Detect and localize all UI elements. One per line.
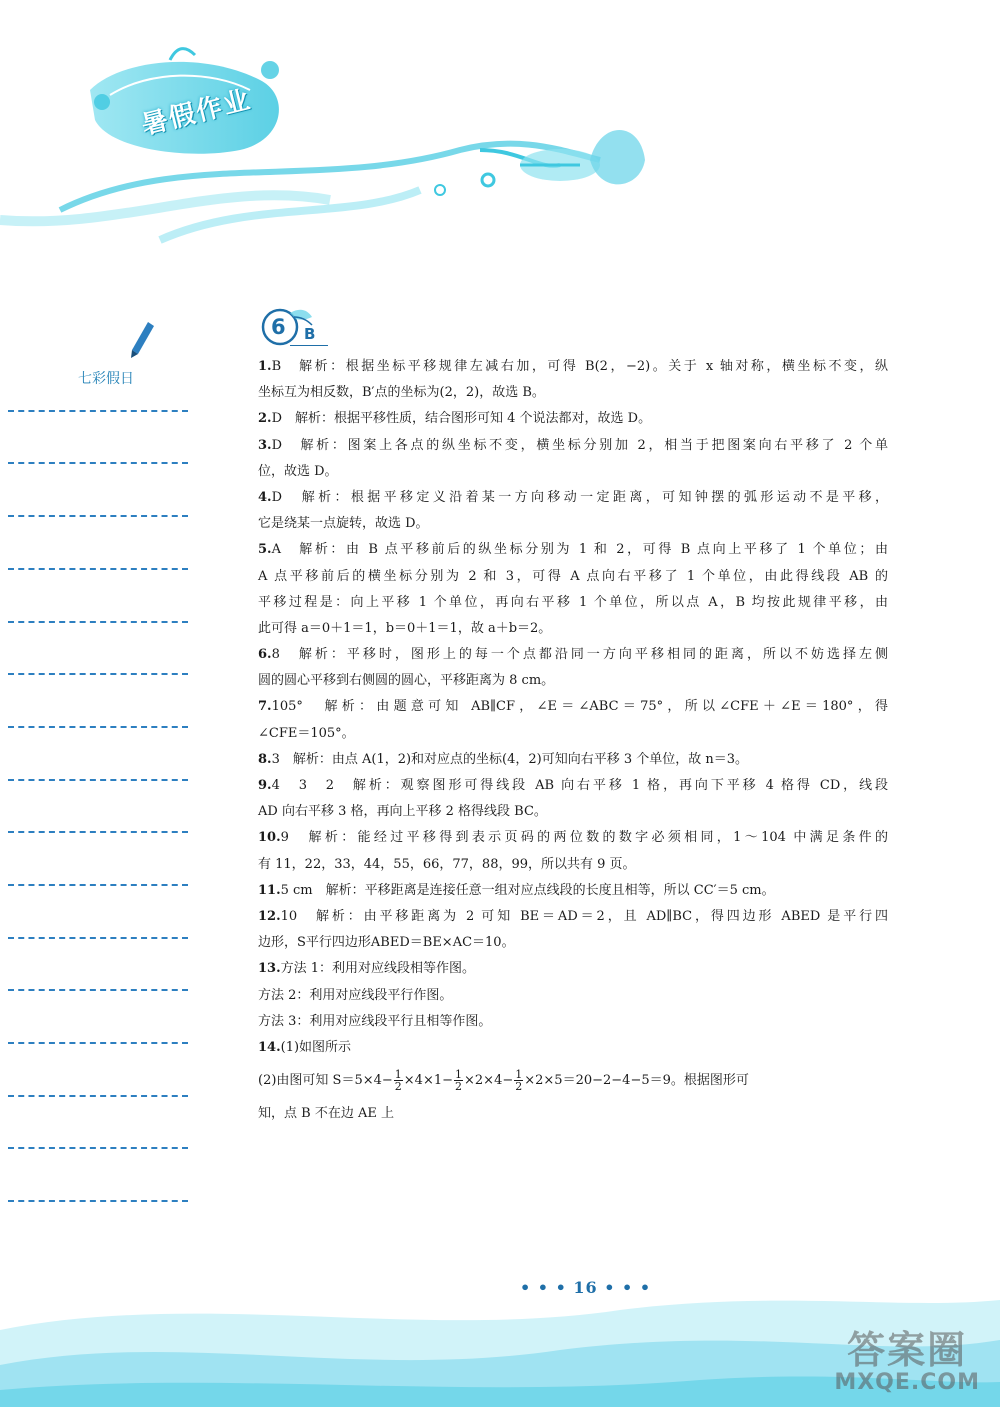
answer-line bbox=[258, 590, 888, 616]
answer-line bbox=[258, 642, 888, 668]
fraction-numerator: 1 bbox=[515, 1068, 523, 1082]
question-number: 8. bbox=[258, 751, 272, 767]
answer-line bbox=[258, 956, 888, 982]
answer-text: 105° 解析：由题意可知 AB∥CF，∠E＝∠ABC＝75°，所以∠CFE＋∠E＝180°，得 bbox=[271, 699, 888, 715]
answer-line bbox=[258, 1035, 888, 1061]
note-line bbox=[8, 673, 188, 675]
question-number: 14. bbox=[258, 1039, 281, 1055]
answer-line bbox=[258, 721, 888, 747]
answer-text: 平移过程是：向上平移 1 个单位，再向右平移 1 个单位，所以点 A，B 均按此规律平移，由 bbox=[258, 594, 888, 610]
question-number: 12. bbox=[258, 908, 281, 924]
q14-text-segment: ×4×1− bbox=[403, 1073, 454, 1089]
question-number: 10. bbox=[258, 830, 281, 846]
answer-text: 有 11，22，33，44，55，66，77，88，99，所以共有 9 页。 bbox=[258, 856, 636, 872]
section-badge-icon bbox=[258, 305, 328, 350]
answer-text: 坐标互为相反数，B′点的坐标为(2，2)，故选 B。 bbox=[258, 385, 545, 401]
fraction-numerator: 1 bbox=[394, 1068, 402, 1082]
page-number: • • • 16 • • • bbox=[520, 1278, 652, 1297]
question-number: 1. bbox=[258, 359, 272, 374]
note-line bbox=[8, 884, 188, 886]
section-rule bbox=[290, 345, 328, 346]
answer-line bbox=[258, 668, 888, 694]
answer-text: 方法 2：利用对应线段平行作图。 bbox=[258, 987, 453, 1003]
note-line bbox=[8, 1200, 188, 1202]
answer-text: 方法 3：利用对应线段平行且相等作图。 bbox=[258, 1013, 492, 1029]
answer-text: 10 解析：由平移距离为 2 可知 BE＝AD＝2，且 AD∥BC，得四边形 ABED 是平行四 bbox=[280, 908, 888, 924]
watermark-text: 答案圈 bbox=[847, 1328, 968, 1372]
header-banner bbox=[0, 0, 1000, 260]
question-number: 13. bbox=[258, 961, 281, 977]
sidebar bbox=[0, 320, 190, 1220]
answer-line bbox=[258, 799, 888, 825]
note-line bbox=[8, 831, 188, 833]
note-line bbox=[8, 568, 188, 570]
answer-text: 9 解析：能经过平移得到表示页码的两位数的数字必须相同，1～104 中满足条件的 bbox=[280, 830, 888, 846]
answer-text: (1)如图所示 bbox=[280, 1039, 352, 1055]
answer-text: 此可得 a＝0＋1＝1，b＝0＋1＝1，故 a＋b＝2。 bbox=[258, 620, 552, 636]
answer-text: 方法 1：利用对应线段相等作图。 bbox=[280, 961, 476, 977]
answer-line bbox=[258, 380, 888, 406]
answer-text: 位，故选 D。 bbox=[258, 463, 338, 479]
answer-line bbox=[258, 773, 888, 799]
answer-line bbox=[258, 825, 888, 851]
answer-text: B 解析：根据坐标平移规律左减右加，可得 B(2，−2)。关于 x 轴对称，横坐标不变，纵 bbox=[271, 359, 888, 374]
fraction-denominator: 2 bbox=[394, 1080, 402, 1094]
answer-lines bbox=[258, 354, 888, 1061]
fraction-denominator: 2 bbox=[515, 1080, 523, 1094]
banner-title: 暑假作业 bbox=[138, 84, 255, 142]
fraction bbox=[514, 1069, 523, 1092]
question-number: 3. bbox=[258, 437, 272, 453]
note-line bbox=[8, 515, 188, 517]
question-number: 6. bbox=[258, 647, 272, 663]
answer-line bbox=[258, 511, 888, 537]
answer-text: 3 解析：由点 A(1，2)和对应点的坐标(4，2)可知向右平移 3 个单位，故 n＝3。 bbox=[271, 751, 749, 767]
answer-text: A 点平移前后的横坐标分别为 2 和 3，可得 A 点向右平移了 1 个单位，由此得线段 AB 的 bbox=[258, 568, 888, 584]
answer-line bbox=[258, 878, 888, 904]
note-line bbox=[8, 410, 188, 412]
note-line bbox=[8, 1042, 188, 1044]
answer-line bbox=[258, 564, 888, 590]
answer-line bbox=[258, 930, 888, 956]
answer-line-q14-conclusion: 知，点 B 不在边 AE 上 bbox=[258, 1106, 394, 1122]
question-number: 4. bbox=[258, 489, 272, 505]
sidebar-label: 七彩假日 bbox=[78, 371, 134, 387]
answer-text: ∠CFE＝105°。 bbox=[258, 725, 355, 741]
watermark bbox=[834, 1319, 980, 1395]
fraction bbox=[454, 1069, 463, 1092]
question-number: 11. bbox=[258, 882, 281, 898]
fraction-denominator: 2 bbox=[455, 1080, 463, 1094]
q14-text-segment: ×2×5＝20−2−4−5＝9。根据图形可 bbox=[524, 1073, 749, 1089]
answer-text: D 解析：根据平移性质，结合图形可知 4 个说法都对，故选 D。 bbox=[271, 411, 652, 427]
answer-line bbox=[258, 1009, 888, 1035]
answer-content bbox=[258, 354, 888, 1127]
answer-line bbox=[258, 983, 888, 1009]
answer-text: 它是绕某一点旋转，故选 D。 bbox=[258, 516, 429, 532]
answer-text: D 解析：根据平移定义沿着某一方向移动一定距离，可知钟摆的弧形运动不是平移， bbox=[271, 489, 888, 505]
question-number: 2. bbox=[258, 411, 272, 427]
fraction bbox=[394, 1069, 403, 1092]
answer-line bbox=[258, 354, 888, 380]
answer-line bbox=[258, 485, 888, 511]
note-line bbox=[8, 989, 188, 991]
note-line bbox=[8, 726, 188, 728]
answer-text: 边形，S平行四边形ABED＝BE×AC＝10。 bbox=[258, 935, 515, 951]
note-line bbox=[8, 462, 188, 464]
answer-line bbox=[258, 694, 888, 720]
answer-text: 5 cm 解析：平移距离是连接任意一组对应点线段的长度且相等，所以 CC′＝5 cm。 bbox=[280, 882, 775, 898]
q14-text-segment: ×2×4− bbox=[464, 1073, 514, 1089]
section-letter: B bbox=[304, 325, 316, 343]
q14-text-segment: (2)由图可知 S＝5×4− bbox=[258, 1073, 393, 1089]
answer-line bbox=[258, 616, 888, 642]
answer-text: AD 向右平移 3 格，再向上平移 2 格得线段 BC。 bbox=[258, 804, 547, 820]
question-number: 5. bbox=[258, 542, 272, 558]
answer-line-q14-calculation bbox=[258, 1061, 888, 1101]
pen-icon bbox=[128, 320, 156, 360]
question-number: 9. bbox=[258, 778, 272, 793]
answer-line bbox=[258, 459, 888, 485]
answer-line bbox=[258, 747, 888, 773]
fraction-numerator: 1 bbox=[455, 1068, 463, 1082]
answer-text: 圆的圆心平移到右侧圆的圆心，平移距离为 8 cm。 bbox=[258, 673, 555, 689]
answer-text: D 解析：图案上各点的纵坐标不变，横坐标分别加 2，相当于把图案向右平移了 2 个单 bbox=[271, 437, 888, 453]
answer-text: 4 3 2 解析：观察图形可得线段 AB 向右平移 1 格，再向下平移 4 格得 CD，线段 bbox=[271, 778, 888, 793]
answer-line bbox=[258, 537, 888, 563]
answer-line bbox=[258, 406, 888, 432]
answer-line bbox=[258, 852, 888, 878]
section-number: 6 bbox=[271, 315, 286, 339]
note-line bbox=[8, 1095, 188, 1097]
answer-text: 8 解析：平移时，图形上的每一个点都沿同一方向平移相同的距离，所以不妨选择左侧 bbox=[271, 647, 888, 663]
note-line bbox=[8, 779, 188, 781]
answer-line bbox=[258, 904, 888, 930]
answer-text: A 解析：由 B 点平移前后的纵坐标分别为 1 和 2，可得 B 点向上平移了 1 个单位；由 bbox=[271, 542, 888, 558]
note-line bbox=[8, 621, 188, 623]
answer-line bbox=[258, 433, 888, 459]
question-number: 7. bbox=[258, 699, 272, 715]
watermark-url: MXQE.COM bbox=[834, 1370, 980, 1395]
note-line bbox=[8, 937, 188, 939]
note-line bbox=[8, 1147, 188, 1149]
